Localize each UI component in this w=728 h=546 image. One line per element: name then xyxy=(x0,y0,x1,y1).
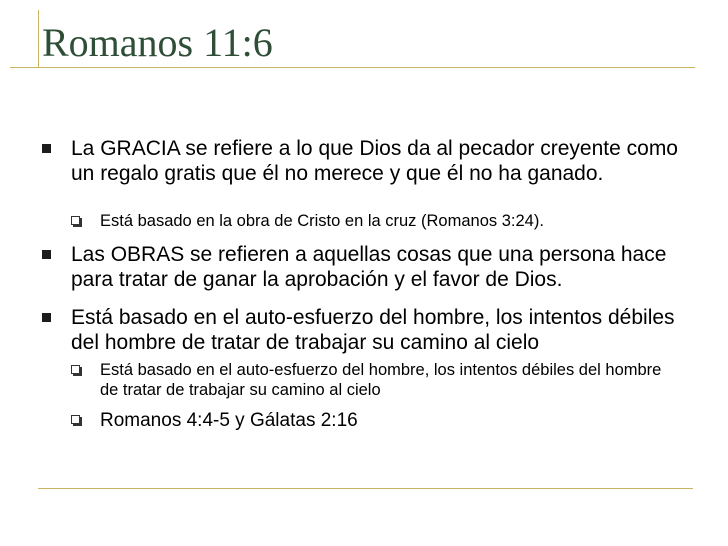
sub-bullet-text: Romanos 4:4-5 y Gálatas 2:16 xyxy=(100,410,358,431)
slide-title: Romanos 11:6 xyxy=(42,20,273,65)
square-bullet-icon xyxy=(42,313,51,322)
sub-bullet-text: Está basado en el auto-esfuerzo del hombre, los intentos débiles del hombre de tratar de trabajar su camino al cielo xyxy=(100,361,662,399)
bullet-item-obras xyxy=(42,242,672,292)
bullet-item-auto-esfuerzo xyxy=(42,305,675,355)
bullet-text: Las OBRAS se refieren a aquellas cosas que una persona hace para tratar de ganar la aprobación y el favor de Dios. xyxy=(71,243,667,291)
title-vertical-rule xyxy=(38,10,39,68)
hollow-square-bullet-icon xyxy=(71,365,80,374)
hollow-square-bullet-icon xyxy=(71,415,80,424)
bullet-item-gracia xyxy=(42,136,678,211)
sub-bullet-text: Está basado en la obra de Cristo en la cruz (Romanos 3:24). xyxy=(100,212,544,230)
sub-bullet-item-obra-de-cristo xyxy=(71,211,671,231)
square-bullet-icon xyxy=(42,144,51,153)
hollow-square-bullet-icon xyxy=(71,216,80,225)
bullet-text: Está basado en el auto-esfuerzo del hombre, los intentos débiles del hombre de tratar de trabajar su camino al cielo xyxy=(71,306,675,354)
title-underline-rule xyxy=(10,67,695,68)
bullet-text: La GRACIA se refiere a lo que Dios da al pecador creyente como un regalo gratis que él no merece y que él no ha ganado. xyxy=(71,137,678,185)
sub-bullet-item-auto-esfuerzo xyxy=(71,360,671,400)
sub-bullet-item-referencias xyxy=(71,410,671,432)
footer-rule xyxy=(38,488,693,489)
square-bullet-icon xyxy=(42,250,51,259)
